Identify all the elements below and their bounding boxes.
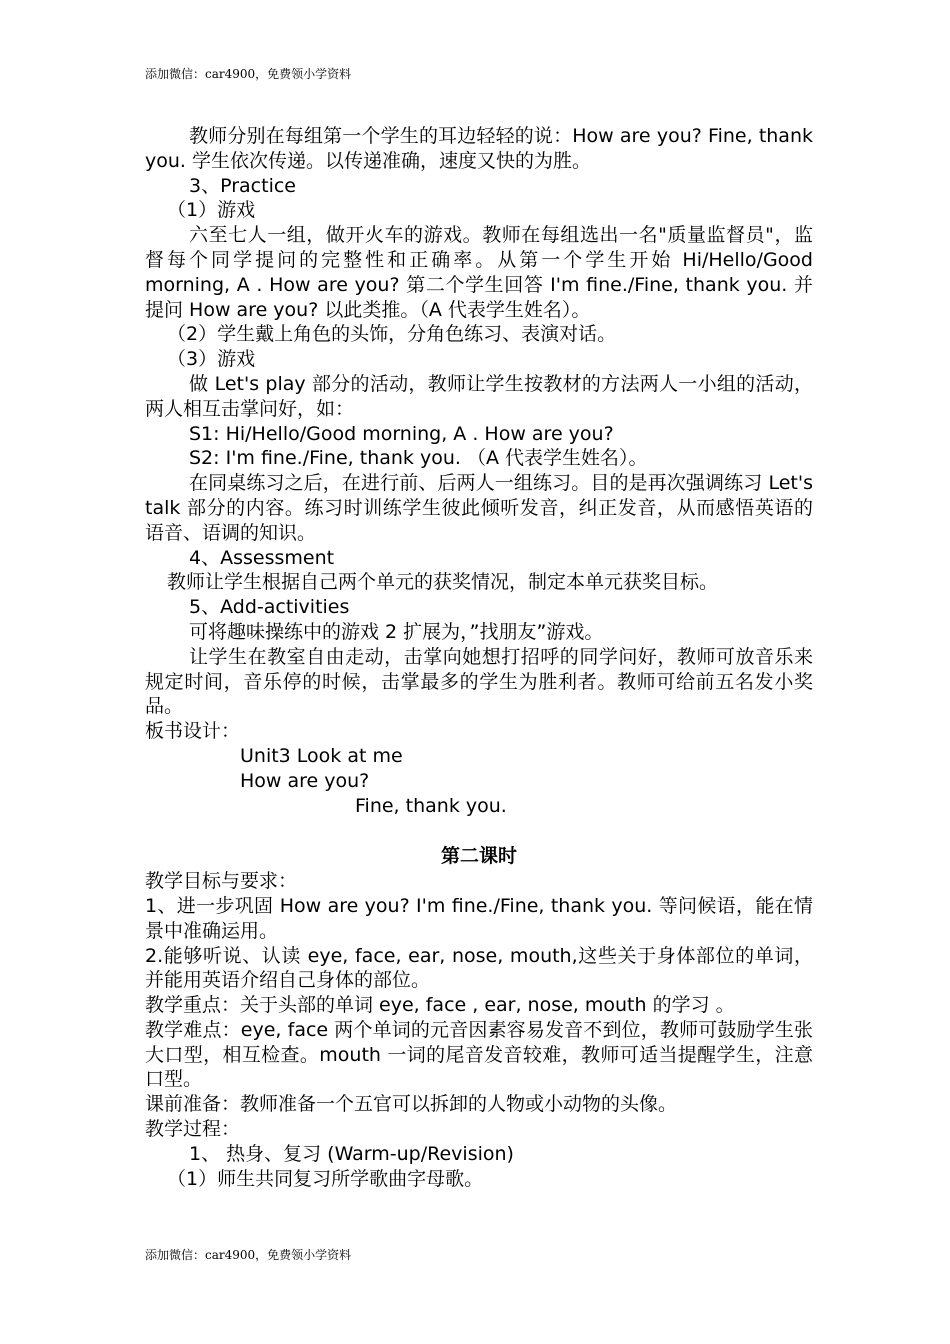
dialogue-line-s2: S2: I'm fine./Fine, thank you. （A 代表学生姓名）。 [189, 447, 648, 470]
lesson-two-title: 第二课时 [440, 845, 517, 868]
blackboard-design-label: 板书设计： [145, 720, 241, 743]
objective-1: 1、进一步巩固 How are you? I'm fine./Fine, thank you. 等问候语，能在情景中准确运用。 [145, 894, 813, 942]
paragraph-lets-play: 做 Let's play 部分的活动，教师让学生按教材的方法两人一小组的活动，两人相互击掌问好，如： [145, 372, 813, 420]
subsection-game-1: （1）游戏 [167, 199, 256, 222]
document-body [145, 124, 813, 1191]
paragraph-pair-practice: 在同桌练习之后，在进行前、后两人一组练习。目的是再次强调练习 Let's talk 部分的内容。练习时训练学生彼此倾听发音，纠正发音，从而感悟英语的语音、语调的知识。 [145, 472, 813, 544]
page-header: 添加微信：car4900，免费领小学资料 [145, 67, 352, 81]
key-points: 教学重点：关于头部的单词 eye, face , ear, nose, mouth 的学习 。 [145, 994, 735, 1017]
step-review-song: （1）师生共同复习所学歌曲字母歌。 [167, 1167, 484, 1190]
preparation: 课前准备：教师准备一个五官可以拆卸的人物或小动物的头像。 [145, 1093, 678, 1116]
step-warm-up-heading: 1、 热身、复习 (Warm-up/Revision) [189, 1142, 514, 1165]
subsection-role-play: （2）学生戴上角色的头饰，分角色练习、表演对话。 [167, 323, 617, 346]
objectives-label: 教学目标与要求： [145, 870, 298, 893]
section-assessment-heading: 4、Assessment [189, 546, 335, 569]
subsection-game-3: （3）游戏 [167, 348, 256, 371]
blackboard-line-unit: Unit3 Look at me [240, 744, 403, 767]
paragraph-relay-game: 教师分别在每组第一个学生的耳边轻轻的说：How are you? Fine, thank you. 学生依次传递。以传递准确，速度又快的为胜。 [145, 125, 813, 172]
section-add-activities-heading: 5、Add-activities [189, 596, 350, 619]
dialogue-line-s1: S1: Hi/Hello/Good morning, A . How are you? [189, 422, 614, 445]
objective-2: 2.能够听说、认读 eye, face, ear, nose, mouth,这些关于身体部位的单词，并能用英语介绍自己身体的部位。 [145, 944, 813, 992]
difficult-points: 教学难点：eye, face 两个单词的元音因素容易发音不到位，教师可鼓励学生张大口型，相互检查。mouth 一词的尾音发音较难，教师可适当提醒学生，注意口型。 [145, 1018, 813, 1091]
process-label: 教学过程： [145, 1118, 241, 1141]
blackboard-line-answer: Fine, thank you. [355, 794, 507, 817]
paragraph-find-friends: 可将趣味操练中的游戏 2 扩展为，”找朋友”游戏。 [189, 620, 604, 643]
blackboard-line-question: How are you? [240, 769, 370, 792]
section-practice-heading: 3、Practice [189, 174, 296, 197]
paragraph-clap-game: 让学生在教室自由走动，击掌向她想打招呼的同学问好，教师可放音乐来规定时间，音乐停的时候，击掌最多的学生为胜利者。教师可给前五名发小奖品。 [145, 645, 813, 718]
spacer [145, 818, 813, 844]
paragraph-assessment: 教师让学生根据自己两个单元的获奖情况，制定本单元获奖目标。 [167, 571, 719, 594]
paragraph-train-game: 六至七人一组，做开火车的游戏。教师在每组选出一名"质量监督员"，监督每个同学提问的完整性和正确率。从第一个学生开始 Hi/Hello/Good morning, A . How are you? 第二个学生回答 I'm fine./Fine, thank you. 并提问 How are you? 以此类推。（A 代表学生姓名）。 [145, 224, 813, 321]
page-footer: 添加微信：car4900，免费领小学资料 [145, 1248, 352, 1262]
